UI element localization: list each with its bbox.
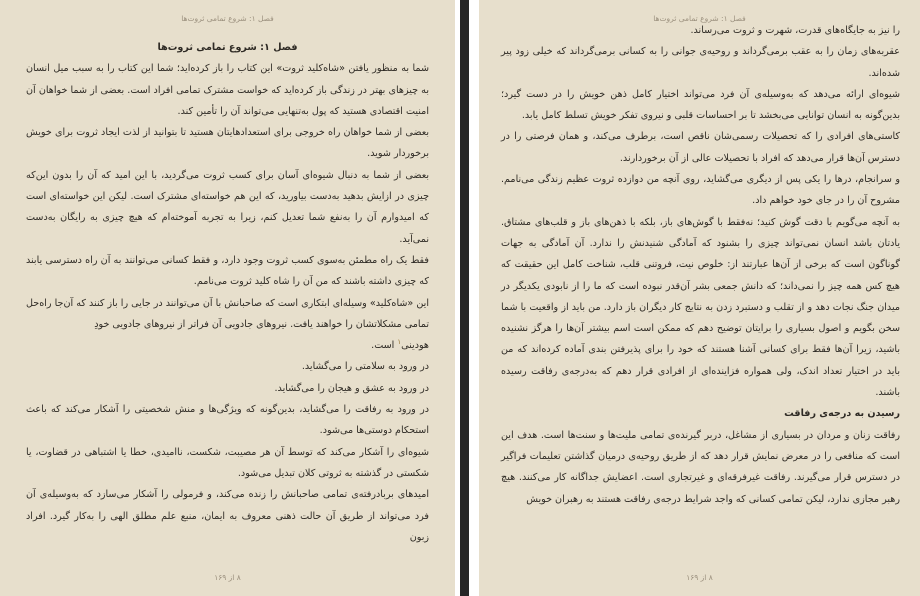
paragraph: شما به منظور یافتن «شاه‌کلید ثروت» این کتاب را باز کرده‌اید؛ شما این کتاب را به سبب میل انسان به چیزهای بهتر در زندگی باز کرده‌اید که خواست مشترک تمامی افراد است. بعضی از شما خواهان آن امنیت اقتصادی هستید که پول به‌تنهایی می‌تواند آن را تأمین کند. xyxy=(26,63,429,117)
section-heading: رسیدن به درجه‌ی رفاقت xyxy=(784,408,900,420)
chapter-title: فصل ۱: شروع تمامی ثروت‌ها xyxy=(157,42,298,53)
page-number: ۸ از ۱۶۹ xyxy=(214,573,241,582)
paragraph: کاستی‌های افرادی را که تحصیلات رسمی‌شان ناقص است، برطرف می‌کند، و همان فرصتی را در دسترس آن‌ها قرار می‌دهد که افراد با تحصیلات عالی از آن برخوردارند. xyxy=(501,131,900,164)
page-body xyxy=(501,20,900,510)
paragraph: در ورود به عشق و هیجان را می‌گشاید. xyxy=(274,382,429,394)
running-head: فصل ۱: شروع تمامی ثروت‌ها xyxy=(181,14,274,23)
page-number: ۸ از ۱۶۹ xyxy=(686,573,713,582)
paragraph: بعضی از شما خواهان راه خروجی برای استعدادهایتان هستید تا بتوانید از لذت ایجاد ثروت برای خویش برخوردار شوید. xyxy=(26,127,429,160)
paragraph: شیوه‌ای ارائه می‌دهد که به‌وسیله‌ی آن فرد می‌تواند اختیار کامل ذهن خویش را در دست گیرد؛ بدین‌گونه به انسان توانایی می‌بخشد تا بر احساسات قلبی و نیروی تفکر خویش تسلط کامل یابد. xyxy=(501,88,900,122)
paragraph: امیدهای بربادرفته‌ی تمامی صاحبانش را زنده می‌کند، و فرمولی را آشکار می‌سازد که به‌وسیله‌ی آن فرد می‌تواند از طریق آن حالت ذهنی معروف به ایمان، منبع علم مطلق الهی را به‌کار گیرد. افراد زبون xyxy=(26,489,429,543)
paragraph: رفاقت زنان و مردان در بسیاری از مشاغل، دربر گیرنده‌ی تمامی ملیت‌ها و سنت‌ها است. هدف این است که منافعی را در معرض نمایش قرار دهد که از طریق روحیه‌ی درمیان گذاشتن تعلیمات فراگیر در دسترس قرار می‌گیرند. رفاقت غیرفرقه‌ای و غیرتجاری است. اعضایش جداگانه کار می‌کنند. هیچ رهبر مجازی ندارد، لیکن تمامی کسانی که واجد شرایط درجه‌ی رفاقت هستند به رهبران خویش xyxy=(501,429,900,505)
spine-divider xyxy=(460,0,469,596)
paragraph: را نیز به جایگاه‌های قدرت، شهرت و ثروت می‌رساند. xyxy=(690,25,900,36)
paragraph: فقط یک راه مطمئن به‌سوی کسب ثروت وجود دارد، و فقط کسانی می‌توانند به آن راه دسترسی یابند که چیزی داشته باشند که من آن را شاه کلید ثروت می‌نامم. xyxy=(26,254,429,288)
paragraph: به آنچه می‌گویم با دقت گوش کنید؛ نه‌فقط با گوش‌های باز، بلکه با ذهن‌های باز و قلب‌های مشتاق. یادتان باشد انسان نمی‌تواند چیزی را بشنود که آمادگی شنیدنش را ندارد. آن آمادگی به جهات گوناگون است که برخی از آن‌ها عبارتند از: خلوص نیت، فروتنی قلب، شناخت کامل این حقیقت که هیچ کس همه چیز را نمی‌داند؛ که دانش جمعی بشر آن‌قدر نبوده است که ما را از نابودی یکدیگر در میدان جنگ نجات دهد و از تقلب و دستبرد زدن به نتایج کار دیگران باز دارد. من باید از واقعیت با شما سخن بگویم و اصول بسیاری را برایتان توضیح دهم که ممکن است اسم بیشتر آن‌ها را هرگز نشنیده باشید، زیرا آن‌ها فقط برای کسانی آشنا هستند که خود را برای پذیرفتن بندی آماده کرده‌اند که من باید در اختیار تعداد اندک، ولی همواره فزاینده‌ای از افرادی قرار دهم که به‌درجه‌ی رفاقت رسیده باشند. xyxy=(501,216,900,399)
footnote-link[interactable]: ۱ xyxy=(397,337,402,346)
paragraph: در ورود به رفاقت را می‌گشاید، بدین‌گونه که ویژگی‌ها و منش شخصیتی را آشکار می‌کند که باعث استحکام دوستی‌ها می‌شود. xyxy=(26,404,429,437)
paragraph: عقربه‌های زمان را به عقب برمی‌گرداند و روحیه‌ی جوانی را به کسانی برمی‌گرداند که خیلی زود پیر شده‌اند. xyxy=(501,46,900,79)
paragraph: در ورود به سلامتی را می‌گشاید. xyxy=(301,361,429,373)
running-head: فصل ۱: شروع تمامی ثروت‌ها xyxy=(653,14,746,23)
book-spine xyxy=(455,0,479,596)
paragraph: و سرانجام، درها را یکی پس از دیگری می‌گشاید، روی آنچه من دوازده ثروت عظیم زندگی می‌نامم. مشروح آن را در جای خود خواهم داد. xyxy=(501,174,900,207)
paragraph: بعضی از شما به دنبال شیوه‌ای آسان برای کسب ثروت می‌گردید، با این امید که آن را بدون این‌که چیزی در ازایش بدهید به‌دست بیاورید، که این هم خواسته‌ای مشترک است. لیکن این خواسته‌ای است که امیدوارم آن را به‌نفع شما تعدیل کنم، زیرا به تجربه آموخته‌ام که هیچ چیزی به رایگان به‌دست نمی‌آید. xyxy=(26,169,429,245)
paragraph: شیوه‌ای را آشکار می‌کند که توسط آن هر مصیبت، شکست، ناامیدی، خطا یا اشتباهی در قضاوت، یا شکستی در گذشته به ثروتی کلان تبدیل می‌شود. xyxy=(26,446,429,479)
book-page-left[interactable] xyxy=(0,0,455,596)
book-page-right[interactable] xyxy=(479,0,920,596)
houdini-text: هودینی xyxy=(401,340,429,352)
page-body xyxy=(26,37,429,548)
paragraph-tail: است. xyxy=(371,340,398,352)
paragraph xyxy=(26,335,429,356)
paragraph: این «شاه‌کلید» وسیله‌ای ابتکاری است که صاحبانش با آن می‌توانند در جایی را باز کنند که آن‌جا راه‌حل تمامی مشکلاتشان را خواهند یافت. نیروهای جادویی آن فراتر از نیروهای جادویی خودِ xyxy=(26,297,429,330)
